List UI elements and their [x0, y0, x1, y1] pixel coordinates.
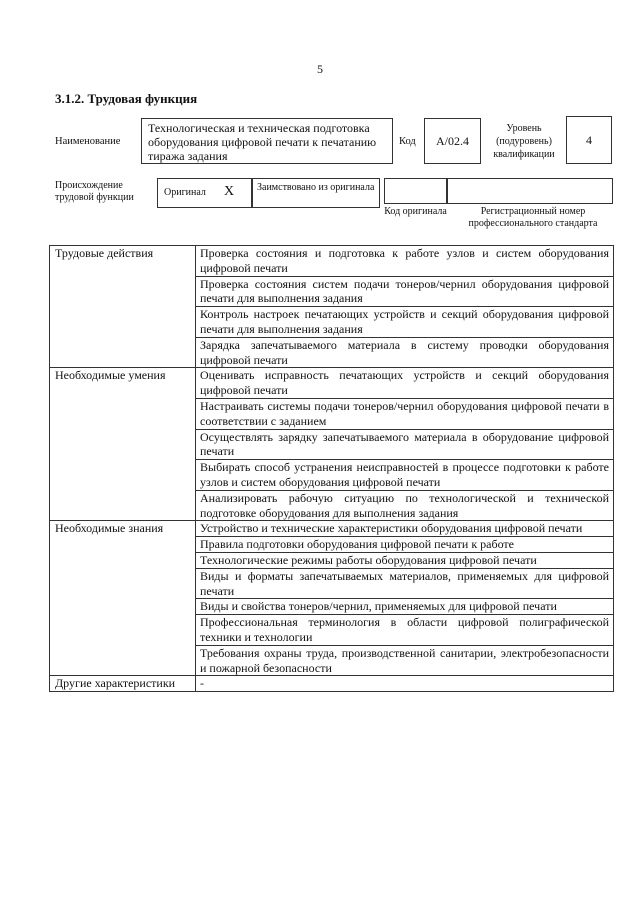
level-box [566, 116, 612, 164]
original-label: Оригинал [164, 187, 206, 198]
item-cell: Технологические режимы работы оборудования цифровой печати [196, 552, 614, 568]
item-cell: Контроль настроек печатающих устройств и секций оборудования цифровой печати для выполнения задания [196, 307, 614, 338]
original-mark: X [224, 184, 235, 199]
item-cell: Выбирать способ устранения неисправностей в процессе подготовки к работе узлов и систем оборудования цифровой печати [196, 460, 614, 491]
item-cell: Настраивать системы подачи тонеров/чернил оборудования цифровой печати в соответствии с заданием [196, 398, 614, 429]
function-name: Технологическая и техническая подготовка оборудования цифровой печати к печатанию тиража задания [148, 121, 377, 163]
code-caption: Код оригинала [384, 206, 447, 217]
category-cell: Необходимые умения [50, 368, 196, 521]
section-title: 3.1.2. Трудовая функция [55, 91, 198, 106]
item-cell: Осуществлять зарядку запечатываемого материала в оборудование цифровой печати [196, 429, 614, 460]
item-cell: Анализировать рабочую ситуацию по технологической и технической подготовке оборудования для выполнения задания [196, 490, 614, 521]
item-cell: Проверка состояния и подготовка к работе узлов и систем оборудования цифровой печати [196, 246, 614, 277]
origin-label: Происхождение трудовой функции [55, 180, 134, 203]
level-label: Уровень (подуровень) квалификации [493, 123, 555, 160]
function-table [49, 245, 614, 692]
item-cell: - [196, 676, 614, 692]
item-cell: Правила подготовки оборудования цифровой печати к работе [196, 537, 614, 553]
table-row [50, 676, 614, 692]
item-cell: Виды и свойства тонеров/чернил, применяемых для цифровой печати [196, 599, 614, 615]
level-value: 4 [586, 132, 592, 147]
table-row [50, 246, 614, 277]
table-row [50, 521, 614, 537]
item-cell: Оценивать исправность печатающих устройств и секций оборудования цифровой печати [196, 368, 614, 399]
borrowed-box [252, 178, 380, 208]
code-box [424, 118, 481, 164]
reg-number-box [447, 178, 613, 204]
item-cell: Зарядка запечатываемого материала в систему проводки оборудования цифровой печати [196, 337, 614, 368]
item-cell: Проверка состояния систем подачи тонеров/чернил оборудования цифровой печати для выполнения задания [196, 276, 614, 307]
code-label: Код [399, 136, 416, 147]
borrowed-label: Заимствовано из оригинала [257, 182, 375, 193]
function-name-box [141, 118, 393, 164]
code-value: A/02.4 [436, 133, 469, 148]
category-cell: Другие характеристики [50, 676, 196, 692]
category-cell: Трудовые действия [50, 246, 196, 368]
item-cell: Профессиональная терминология в области цифровой полиграфической техники и технологии [196, 615, 614, 646]
item-cell: Требования охраны труда, производственной санитарии, электробезопасности и пожарной безопасности [196, 645, 614, 676]
item-cell: Устройство и технические характеристики оборудования цифровой печати [196, 521, 614, 537]
page-number: 5 [317, 62, 323, 76]
table-row [50, 368, 614, 399]
original-code-box [384, 178, 447, 204]
reg-caption: Регистрационный номер профессионального стандарта [468, 206, 598, 229]
category-cell: Необходимые знания [50, 521, 196, 676]
item-cell: Виды и форматы запечатываемых материалов, применяемых для цифровой печати [196, 568, 614, 599]
name-label: Наименование [55, 136, 121, 147]
